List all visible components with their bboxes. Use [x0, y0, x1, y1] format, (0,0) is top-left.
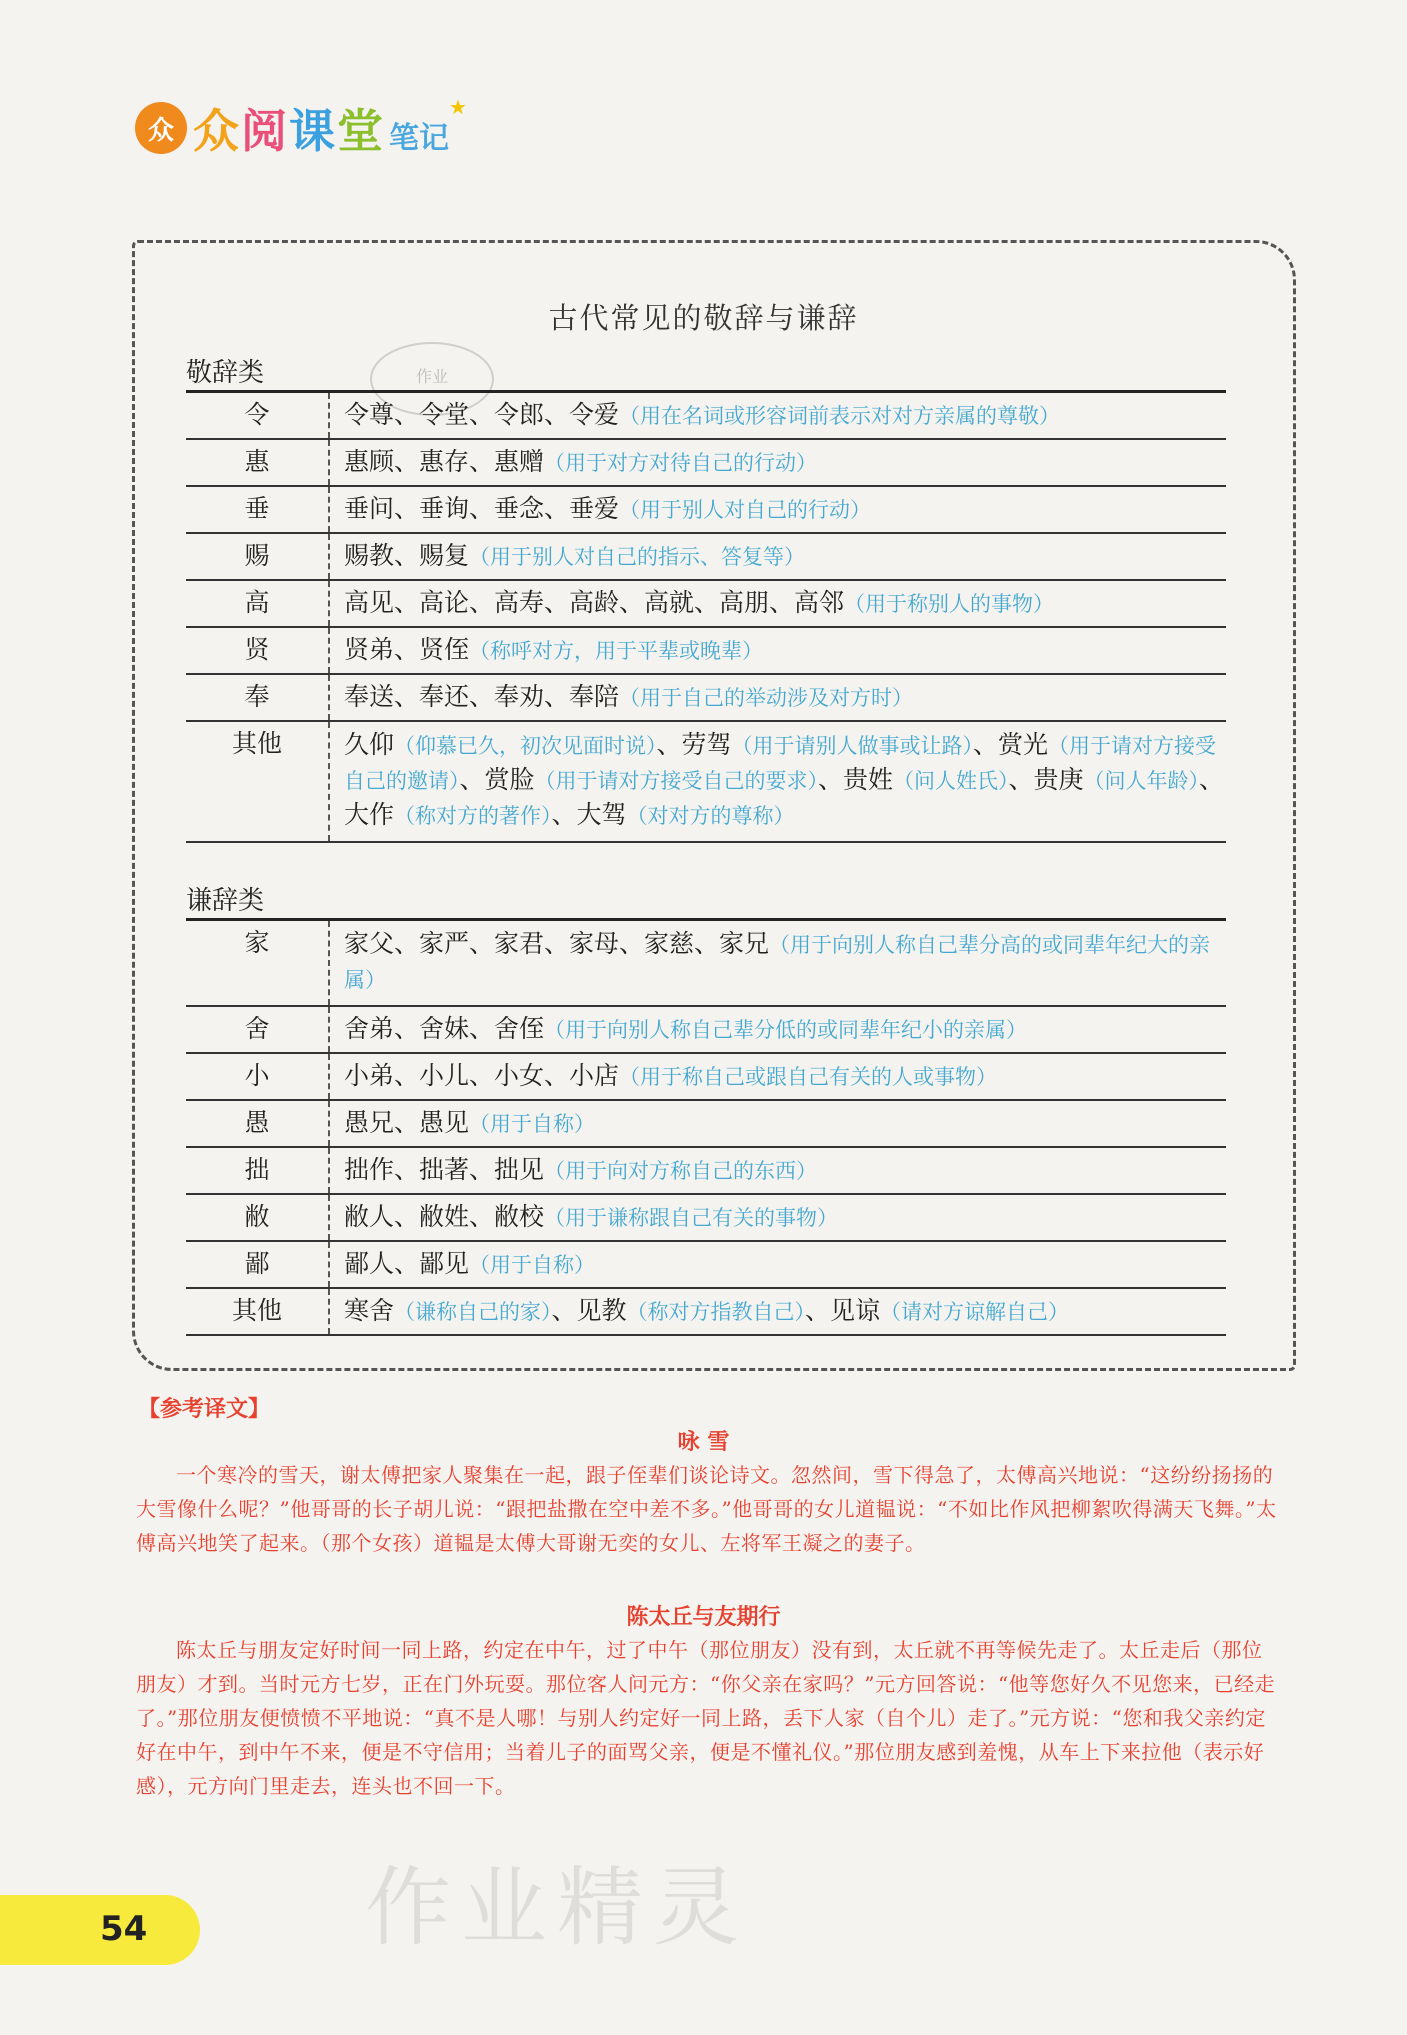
brand-char: 堂	[337, 104, 385, 158]
row-value	[329, 1100, 1226, 1147]
word: 、大作	[344, 765, 1225, 829]
usage-note: （用于谦称跟自己有关的事物）	[544, 1206, 839, 1230]
row-value	[329, 920, 1226, 1007]
honorific-heading: 敬辞类	[186, 358, 265, 388]
usage-note: （用于向别人称自己辈分高的或同辈年纪大的亲属）	[344, 933, 1211, 992]
row-key: 小	[186, 1053, 329, 1100]
word: 、赏脸	[459, 765, 535, 794]
usage-note: （用于对方对待自己的行动）	[544, 451, 818, 475]
usage-note: （用于请对方接受自己的邀请）	[344, 734, 1217, 793]
watermark-stamp: 作业	[370, 342, 494, 416]
table-row	[186, 580, 1226, 627]
word-list: 垂问、垂询、垂念、垂爱	[344, 494, 620, 523]
word-list: 愚兄、愚见	[344, 1108, 470, 1137]
table-row	[186, 1006, 1226, 1053]
row-value	[329, 1147, 1226, 1194]
row-key: 愚	[186, 1100, 329, 1147]
page-number-tab	[0, 1895, 200, 1965]
table-row	[186, 1241, 1226, 1288]
word: 寒舍	[344, 1296, 395, 1325]
row-value	[329, 721, 1226, 842]
word: 、赏光	[973, 730, 1049, 759]
word-list: 贤弟、贤侄	[344, 635, 470, 664]
table-row-other	[186, 1288, 1226, 1335]
row-value	[329, 486, 1226, 533]
usage-note: （谦称自己的家）	[394, 1300, 552, 1324]
page-title: 古代常见的敬辞与谦辞	[548, 301, 859, 335]
row-key: 其他	[186, 721, 329, 842]
row-value	[329, 1241, 1226, 1288]
word-list: 赐教、赐复	[344, 541, 470, 570]
usage-note: （问人姓氏）	[893, 769, 1009, 793]
table-row	[186, 392, 1226, 440]
row-key: 拙	[186, 1147, 329, 1194]
usage-note: （称呼对方，用于平辈或晚辈）	[469, 639, 764, 663]
row-key: 惠	[186, 439, 329, 486]
usage-note: （用于自称）	[469, 1253, 596, 1277]
word-list: 敝人、敝姓、敝校	[344, 1202, 545, 1231]
row-value	[329, 674, 1226, 721]
brand-char: 众	[193, 104, 241, 158]
word-list: 奉送、奉还、奉劝、奉陪	[344, 682, 620, 711]
star-icon: ★	[449, 95, 467, 119]
word-list: 小弟、小儿、小女、小店	[344, 1061, 620, 1090]
usage-note: （仰慕已久，初次见面时说）	[394, 734, 657, 758]
row-value	[329, 580, 1226, 627]
poem1-text: 一个寒冷的雪天，谢太傅把家人聚集在一起，跟子侄辈们谈论诗文。忽然间，雪下得急了，太傅高兴地说：“这纷纷扬扬的大雪像什么呢？”他哥哥的长子胡儿说：“跟把盐撒在空中差不多。”他哥哥的女儿道韫说：“不如比作风把柳絮吹得满天飞舞。”太傅高兴地笑了起来。（那个女孩）道韫是太傅大哥谢无奕的女儿、左将军王凝之的妻子。	[136, 1463, 1277, 1555]
row-value	[329, 1053, 1226, 1100]
watermark: 作业精灵	[365, 1858, 749, 1958]
table-row	[186, 486, 1226, 533]
word-list: 令尊、令堂、令郎、令爱	[344, 400, 620, 429]
usage-note: （用在名词或形容词前表示对对方亲属的尊敬）	[619, 404, 1061, 428]
table-row	[186, 439, 1226, 486]
table-row	[186, 674, 1226, 721]
usage-note: （用于向对方称自己的东西）	[544, 1159, 818, 1183]
word: 、见谅	[805, 1296, 881, 1325]
usage-note: （问人年龄）	[1083, 769, 1200, 793]
brand-suffix: 笔记	[389, 121, 449, 156]
usage-note: （用于自称）	[469, 1112, 596, 1136]
brand-name	[193, 95, 385, 161]
usage-note: （用于称自己或跟自己有关的人或事物）	[619, 1065, 998, 1089]
table-row-other	[186, 721, 1226, 842]
poem2-text: 陈太丘与朋友定好时间一同上路，约定在中午，过了中午（那位朋友）没有到，太丘就不再等候先走了。太丘走后（那位朋友）才到。当时元方七岁，正在门外玩耍。那位客人问元方：“你父亲在家吗？”元方回答说：“他等您好久不见您来，已经走了。”那位朋友便愤愤不平地说：“真不是人哪！与别人约定好一同上路，丢下人家（自个儿）走了。”元方说：“您和我父亲约定好在中午，到中午不来，便是不守信用；当着儿子的面骂父亲，便是不懂礼仪。”那位朋友感到羞愧，从车上下来拉他（表示好感），元方向门里走去，连头也不回一下。	[136, 1638, 1276, 1798]
row-key: 贤	[186, 627, 329, 674]
word-list: 舍弟、舍妹、舍侄	[344, 1014, 545, 1043]
row-value	[329, 392, 1226, 440]
row-value	[329, 1288, 1226, 1335]
row-key: 舍	[186, 1006, 329, 1053]
word: 、大驾	[551, 800, 627, 829]
usage-note: （称对方的著作）	[394, 804, 552, 828]
logo-icon: 众	[135, 102, 187, 154]
brand-char: 阅	[241, 104, 289, 158]
reference-tag: 【参考译文】	[138, 1397, 271, 1422]
table-row	[186, 533, 1226, 580]
word: 、劳驾	[656, 730, 732, 759]
word: 久仰	[344, 730, 395, 759]
row-value	[329, 1194, 1226, 1241]
row-key: 高	[186, 580, 329, 627]
row-value	[329, 533, 1226, 580]
word-list: 惠顾、惠存、惠赠	[344, 447, 545, 476]
poem2-title: 陈太丘与友期行	[626, 1605, 781, 1630]
row-value	[329, 1006, 1226, 1053]
table-row	[186, 1147, 1226, 1194]
usage-note: （用于别人对自己的行动）	[619, 498, 872, 522]
row-key: 奉	[186, 674, 329, 721]
row-key: 赐	[186, 533, 329, 580]
row-value	[329, 627, 1226, 674]
row-key: 敝	[186, 1194, 329, 1241]
humble-heading: 谦辞类	[186, 886, 265, 916]
table-row	[186, 1053, 1226, 1100]
usage-note: （称对方指教自己）	[626, 1300, 806, 1324]
usage-note: （用于请别人做事或让路）	[731, 734, 974, 758]
word-list: 鄙人、鄙见	[344, 1249, 470, 1278]
row-key: 令	[186, 392, 329, 440]
usage-note: （用于向别人称自己辈分低的或同辈年纪小的亲属）	[544, 1018, 1028, 1042]
row-key: 鄙	[186, 1241, 329, 1288]
usage-note: （用于请对方接受自己的要求）	[534, 769, 819, 793]
word: 、见教	[551, 1296, 627, 1325]
brand-logo	[135, 95, 467, 161]
table-row	[186, 627, 1226, 674]
usage-note: （用于称别人的事物）	[844, 592, 1055, 616]
humble-table	[186, 918, 1226, 1336]
row-key: 家	[186, 920, 329, 1007]
table-row	[186, 1194, 1226, 1241]
table-row	[186, 920, 1226, 1007]
word: 、贵庚	[1008, 765, 1084, 794]
word-list: 拙作、拙著、拙见	[344, 1155, 545, 1184]
usage-note: （用于别人对自己的指示、答复等）	[469, 545, 806, 569]
word-list: 高见、高论、高寿、高龄、高就、高朋、高邻	[344, 588, 845, 617]
usage-note: （对对方的尊称）	[626, 804, 795, 828]
usage-note: （用于自己的举动涉及对方时）	[619, 686, 914, 710]
table-row	[186, 1100, 1226, 1147]
word: 、贵姓	[818, 765, 894, 794]
row-value	[329, 439, 1226, 486]
brand-char: 课	[289, 104, 337, 158]
usage-note: （请对方谅解自己）	[880, 1300, 1070, 1324]
honorific-table	[186, 390, 1226, 843]
row-key: 垂	[186, 486, 329, 533]
poem1-title: 咏 雪	[677, 1430, 730, 1455]
row-key: 其他	[186, 1288, 329, 1335]
word-list: 家父、家严、家君、家母、家慈、家兄	[344, 929, 770, 958]
page-number: 54	[100, 1909, 148, 1949]
